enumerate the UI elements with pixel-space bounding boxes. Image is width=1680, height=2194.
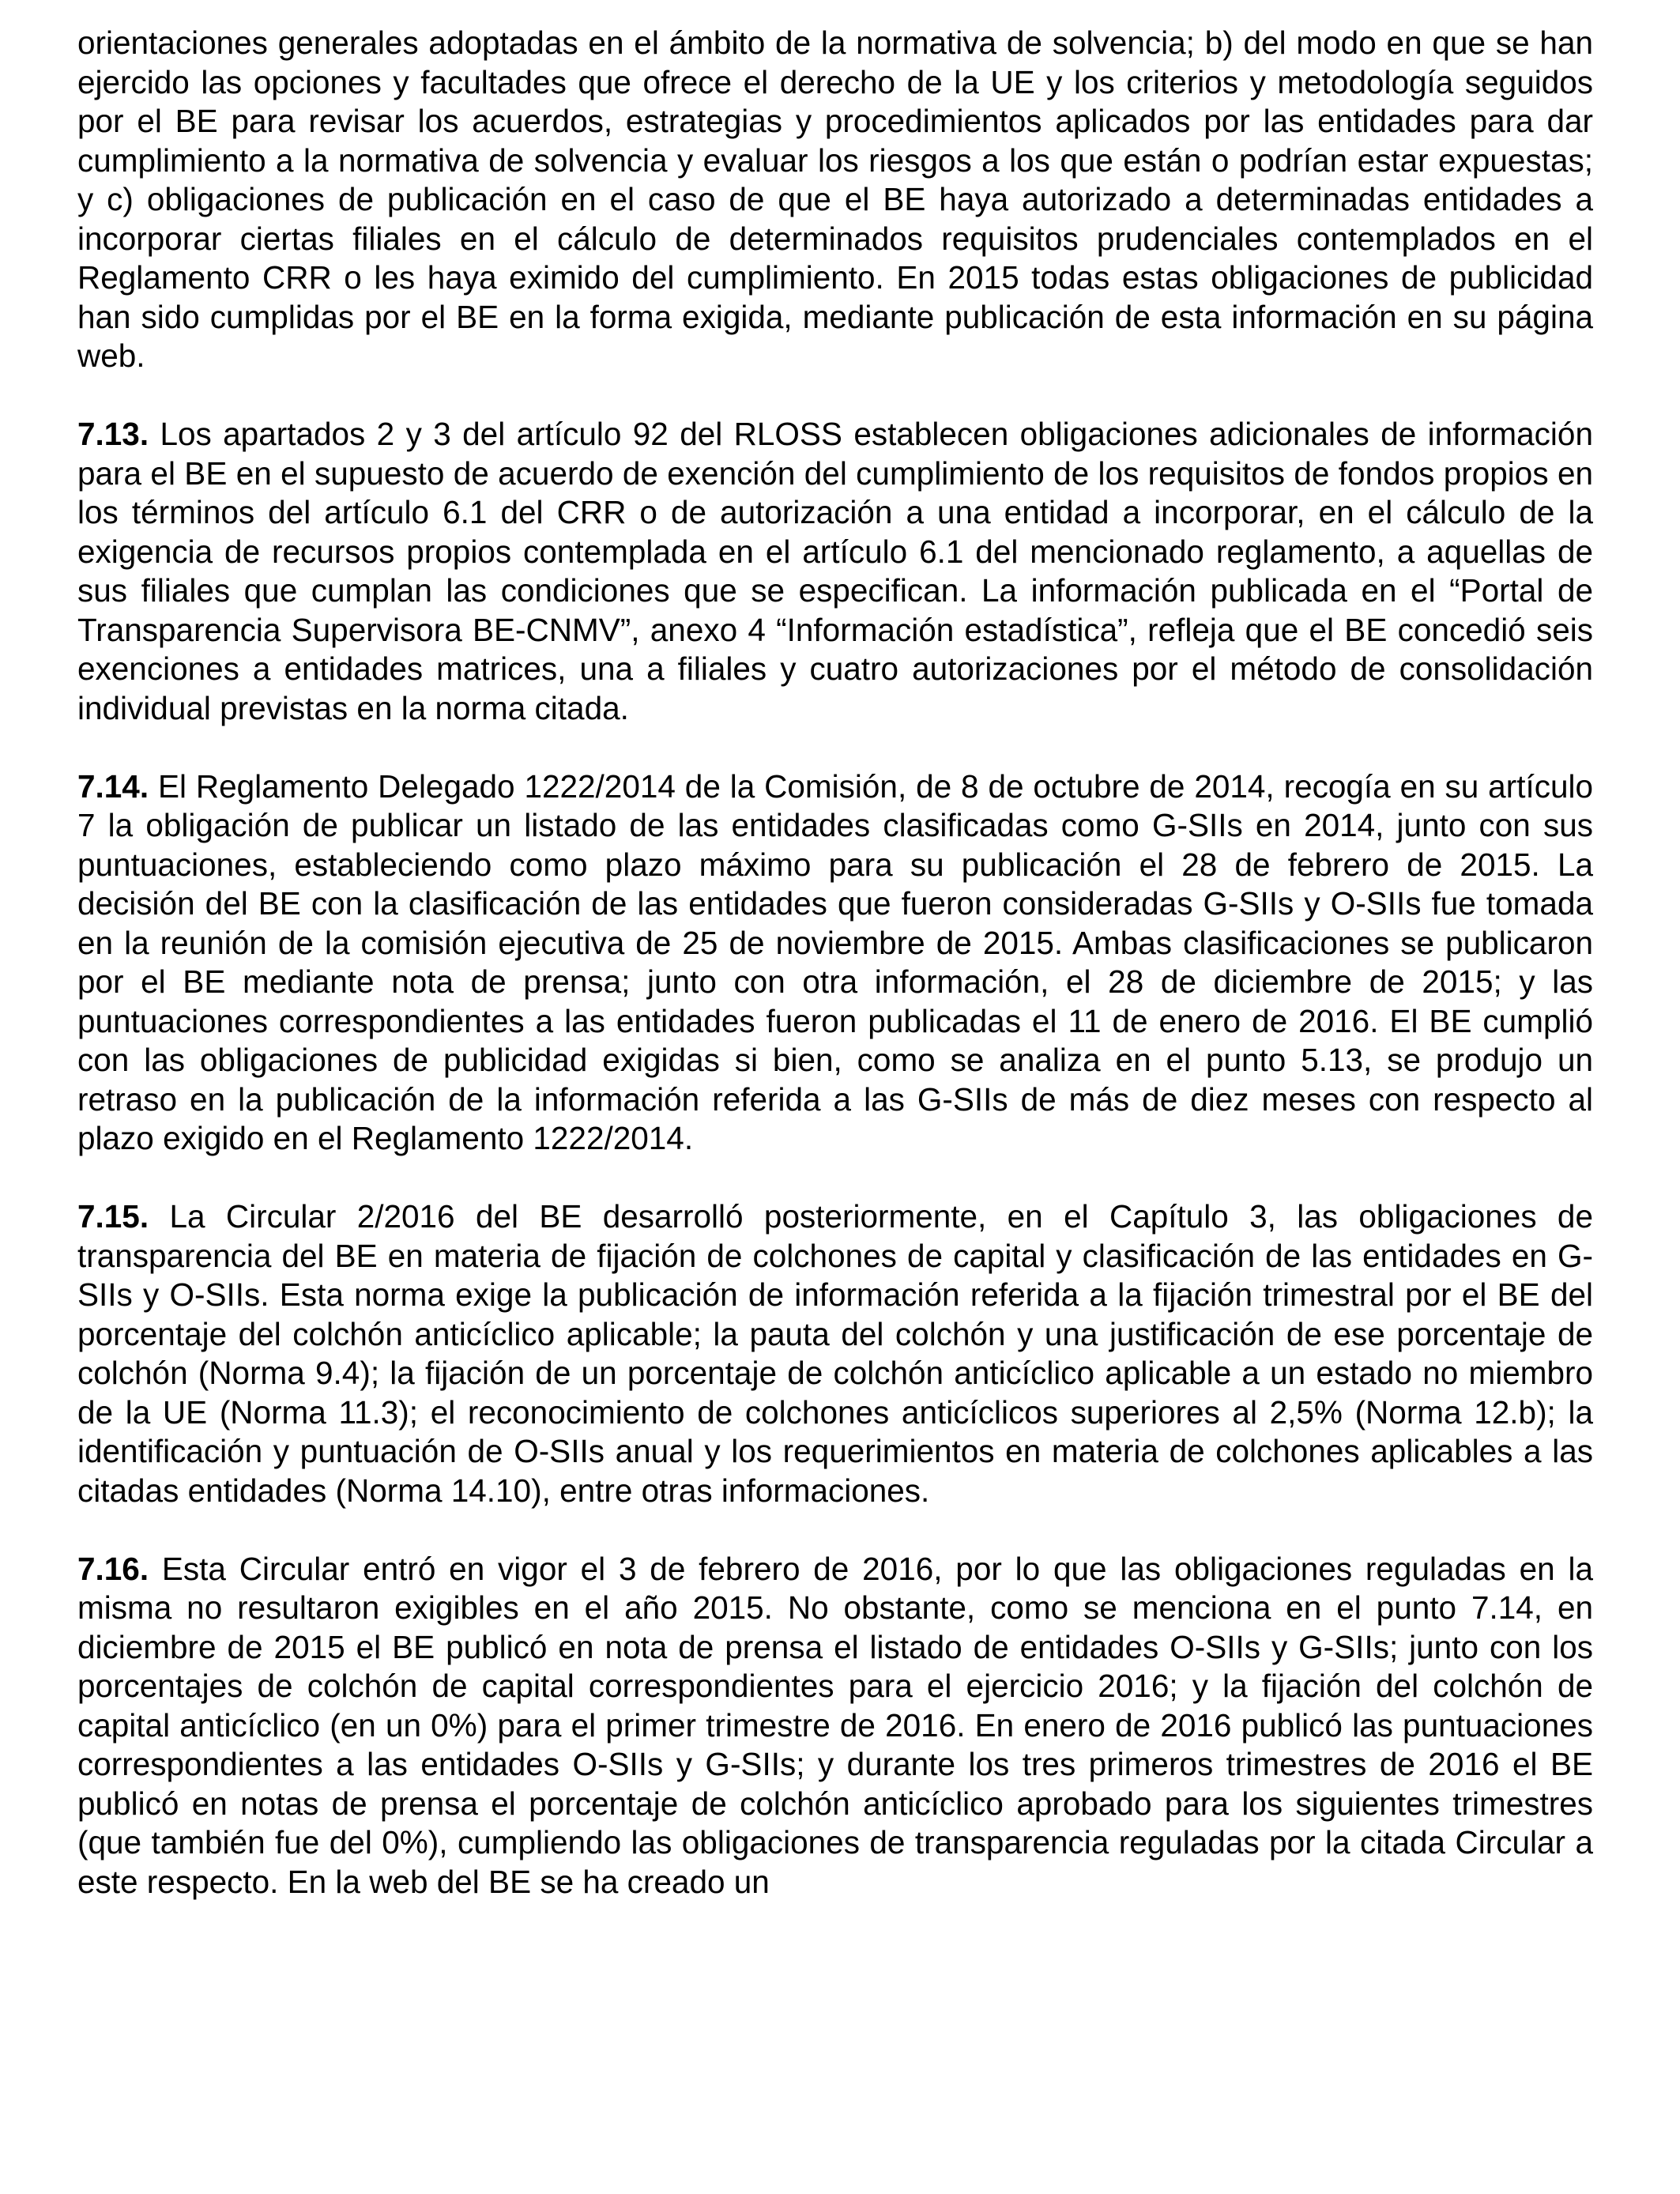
document-page — [77, 24, 1593, 1941]
paragraph-7-15 — [77, 1197, 1593, 1510]
paragraph-7-16 — [77, 1550, 1593, 1902]
paragraph-continuation — [77, 24, 1593, 376]
paragraph-text: Los apartados 2 y 3 del artículo 92 del RLOSS establecen obligaciones adicionales de información para el BE en el supuesto de acuerdo de exención del cumplimiento de los requisitos de fondos propios en los términos del artículo 6.1 del CRR o de autorización a una entidad a incorporar, en el cálculo de la exigencia de recursos propios contemplada en el artículo 6.1 del mencionado reglamento, a aquellas de sus filiales que cumplan las condiciones que se especifican. La información publicada en el “Portal de Transparencia Supervisora BE-CNMV”, anexo 4 “Información estadística”, refleja que el BE concedió seis exenciones a entidades matrices, una a filiales y cuatro autorizaciones por el método de consolidación individual previstas en la norma citada. — [77, 416, 1593, 726]
paragraph-number: 7.16. — [77, 1550, 149, 1587]
paragraph-number: 7.14. — [77, 767, 149, 805]
paragraph-text: El Reglamento Delegado 1222/2014 de la Comisión, de 8 de octubre de 2014, recogía en su artículo 7 la obligación de publicar un listado de las entidades clasificadas como G-SIIs en 2014, junto con sus puntuaciones, estableciendo como plazo máximo para su publicación el 28 de febrero de 2015. La decisión del BE con la clasificación de las entidades que fueron consideradas G-SIIs y O-SIIs fue tomada en la reunión de la comisión ejecutiva de 25 de noviembre de 2015. Ambas clasificaciones se publicaron por el BE mediante nota de prensa; junto con otra información, el 28 de diciembre de 2015; y las puntuaciones correspondientes a las entidades fueron publicadas el 11 de enero de 2016. El BE cumplió con las obligaciones de publicidad exigidas si bien, como se analiza en el punto 5.13, se produjo un retraso en la publicación de la información referida a las G-SIIs de más de diez meses con respecto al plazo exigido en el Reglamento 1222/2014. — [77, 767, 1593, 1156]
paragraph-number: 7.15. — [77, 1198, 149, 1235]
paragraph-7-14 — [77, 767, 1593, 1159]
paragraph-text: Esta Circular entró en vigor el 3 de febrero de 2016, por lo que las obligaciones reguladas en la misma no resultaron exigibles en el año 2015. No obstante, como se menciona en el punto 7.14, en diciembre de 2015 el BE publicó en nota de prensa el listado de entidades O-SIIs y G-SIIs; junto con los porcentajes de colchón de capital correspondientes para el ejercicio 2016; y la fijación del colchón de capital anticíclico (en un 0%) para el primer trimestre de 2016. En enero de 2016 publicó las puntuaciones correspondientes a las entidades O-SIIs y G-SIIs; y durante los tres primeros trimestres de 2016 el BE publicó en notas de prensa el porcentaje de colchón anticíclico aprobado para los siguientes trimestres (que también fue del 0%), cumpliendo las obligaciones de transparencia reguladas por la citada Circular a este respecto. En la web del BE se ha creado un — [77, 1550, 1593, 1900]
paragraph-number: 7.13. — [77, 416, 149, 452]
paragraph-text: La Circular 2/2016 del BE desarrolló posteriormente, en el Capítulo 3, las obligaciones de transparencia del BE en materia de fijación de colchones de capital y clasificación de las entidades en G-SIIs y O-SIIs. Esta norma exige la publicación de información referida a la fijación trimestral por el BE del porcentaje del colchón anticíclico aplicable; la pauta del colchón y una justificación de ese porcentaje de colchón (Norma 9.4); la fijación de un porcentaje de colchón anticíclico aplicable a un estado no miembro de la UE (Norma 11.3); el reconocimiento de colchones anticíclicos superiores al 2,5% (Norma 12.b); la identificación y puntuación de O-SIIs anual y los requerimientos en materia de colchones aplicables a las citadas entidades (Norma 14.10), entre otras informaciones. — [77, 1198, 1593, 1509]
paragraph-7-13 — [77, 415, 1593, 728]
paragraph-text: orientaciones generales adoptadas en el ámbito de la normativa de solvencia; b) del modo en que se han ejercido las opciones y facultades que ofrece el derecho de la UE y los criterios y metodología seguidos por el BE para revisar los acuerdos, estrategias y procedimientos aplicados por las entidades para dar cumplimiento a la normativa de solvencia y evaluar los riesgos a los que están o podrían estar expuestas; y c) obligaciones de publicación en el caso de que el BE haya autorizado a determinadas entidades a incorporar ciertas filiales en el cálculo de determinados requisitos prudenciales contemplados en el Reglamento CRR o les haya eximido del cumplimiento. En 2015 todas estas obligaciones de publicidad han sido cumplidas por el BE en la forma exigida, mediante publicación de esta información en su página web. — [77, 25, 1593, 374]
